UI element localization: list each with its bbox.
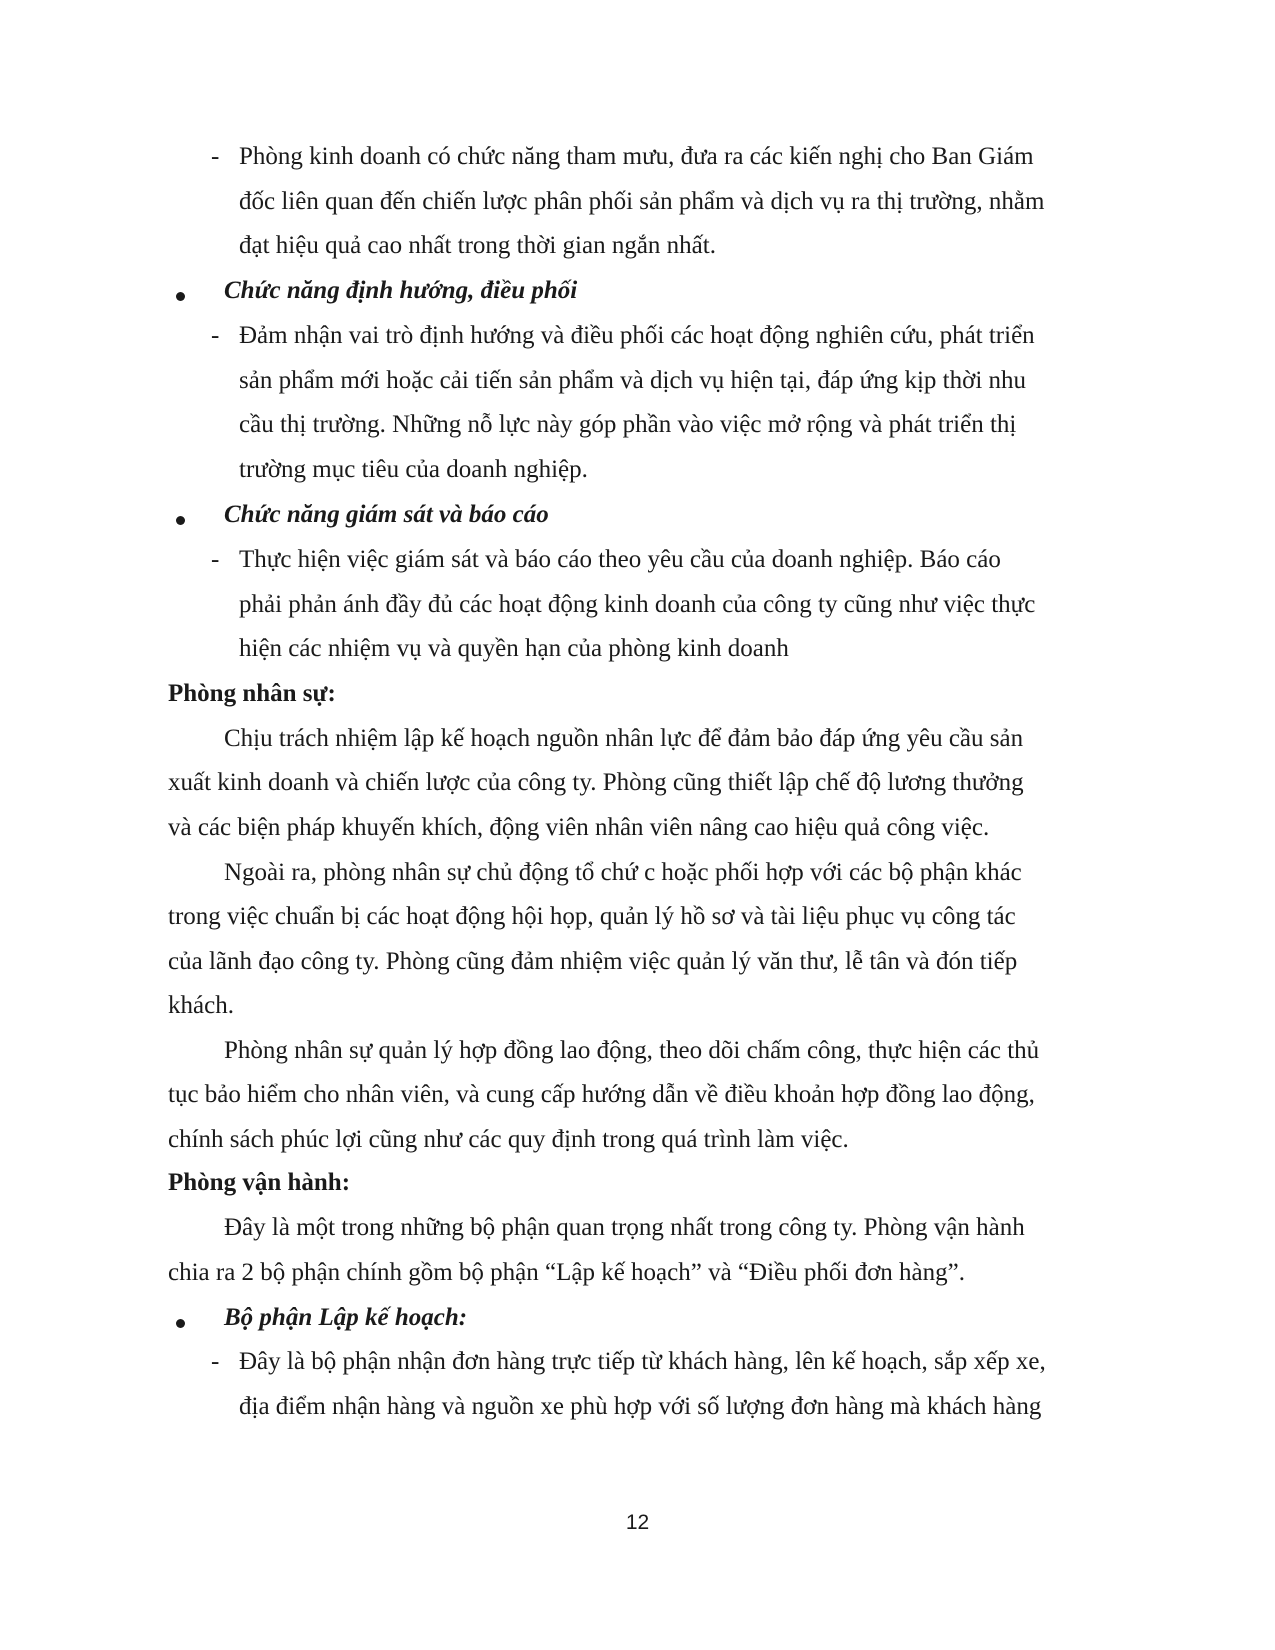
section-heading: Phòng nhân sự: <box>168 680 336 707</box>
text-line: đạt hiệu quả cao nhất trong thời gian ngắn nhất. <box>239 232 716 259</box>
list-dash: - <box>211 1348 220 1375</box>
list-dash: - <box>211 546 220 573</box>
text-line: và các biện pháp khuyến khích, động viên nhân viên nâng cao hiệu quả công việc. <box>168 814 990 841</box>
function-heading: Chức năng định hướng, điều phối <box>224 277 578 304</box>
text-line: trong việc chuẩn bị các hoạt động hội họp, quản lý hồ sơ và tài liệu phục vụ công tác <box>168 903 1016 930</box>
text-line: Thực hiện việc giám sát và báo cáo theo yêu cầu của doanh nghiệp. Báo cáo <box>239 546 1001 573</box>
text-line: phải phản ánh đầy đủ các hoạt động kinh doanh của công ty cũng như việc thực <box>239 591 1036 618</box>
text-line: khách. <box>168 992 234 1019</box>
text-line: sản phẩm mới hoặc cải tiến sản phẩm và dịch vụ hiện tại, đáp ứng kịp thời nhu <box>239 367 1027 394</box>
text-line: Chịu trách nhiệm lập kế hoạch nguồn nhân lực để đảm bảo đáp ứng yêu cầu sản <box>224 725 1024 752</box>
bullet-icon <box>176 292 185 301</box>
text-line: tục bảo hiểm cho nhân viên, và cung cấp hướng dẫn về điều khoản hợp đồng lao động, <box>168 1081 1035 1108</box>
text-line: địa điểm nhận hàng và nguồn xe phù hợp với số lượng đơn hàng mà khách hàng <box>239 1393 1042 1420</box>
text-line: chính sách phúc lợi cũng như các quy định trong quá trình làm việc. <box>168 1126 849 1153</box>
text-line: trường mục tiêu của doanh nghiệp. <box>239 456 588 483</box>
text-line: hiện các nhiệm vụ và quyền hạn của phòng kinh doanh <box>239 635 789 662</box>
list-dash: - <box>211 322 220 349</box>
text-line: Ngoài ra, phòng nhân sự chủ động tổ chứ c hoặc phối hợp với các bộ phận khác <box>224 859 1022 886</box>
text-line: cầu thị trường. Những nỗ lực này góp phần vào việc mở rộng và phát triển thị <box>239 411 1017 438</box>
text-line: xuất kinh doanh và chiến lược của công ty. Phòng cũng thiết lập chế độ lương thưởng <box>168 769 1024 796</box>
list-dash: - <box>211 143 220 170</box>
text-line: Đây là một trong những bộ phận quan trọng nhất trong công ty. Phòng vận hành <box>224 1214 1025 1241</box>
text-line: Đảm nhận vai trò định hướng và điều phối các hoạt động nghiên cứu, phát triển <box>239 322 1035 349</box>
text-line: chia ra 2 bộ phận chính gồm bộ phận “Lập kế hoạch” và “Điều phối đơn hàng”. <box>168 1259 965 1286</box>
sub-heading: Bộ phận Lập kế hoạch: <box>224 1304 468 1331</box>
text-line: của lãnh đạo công ty. Phòng cũng đảm nhiệm việc quản lý văn thư, lễ tân và đón tiếp <box>168 948 1018 975</box>
text-line: đốc liên quan đến chiến lược phân phối sản phẩm và dịch vụ ra thị trường, nhằm <box>239 188 1045 215</box>
bullet-icon <box>176 516 185 525</box>
text-line: Phòng nhân sự quản lý hợp đồng lao động, theo dõi chấm công, thực hiện các thủ <box>224 1037 1040 1064</box>
section-heading: Phòng vận hành: <box>168 1169 351 1196</box>
function-heading: Chức năng giám sát và báo cáo <box>224 501 549 528</box>
text-line: Đây là bộ phận nhận đơn hàng trực tiếp từ khách hàng, lên kế hoạch, sắp xếp xe, <box>239 1348 1046 1375</box>
page-number: 12 <box>625 1511 650 1534</box>
bullet-icon <box>176 1319 185 1328</box>
text-line: Phòng kinh doanh có chức năng tham mưu, đưa ra các kiến nghị cho Ban Giám <box>239 143 1034 170</box>
